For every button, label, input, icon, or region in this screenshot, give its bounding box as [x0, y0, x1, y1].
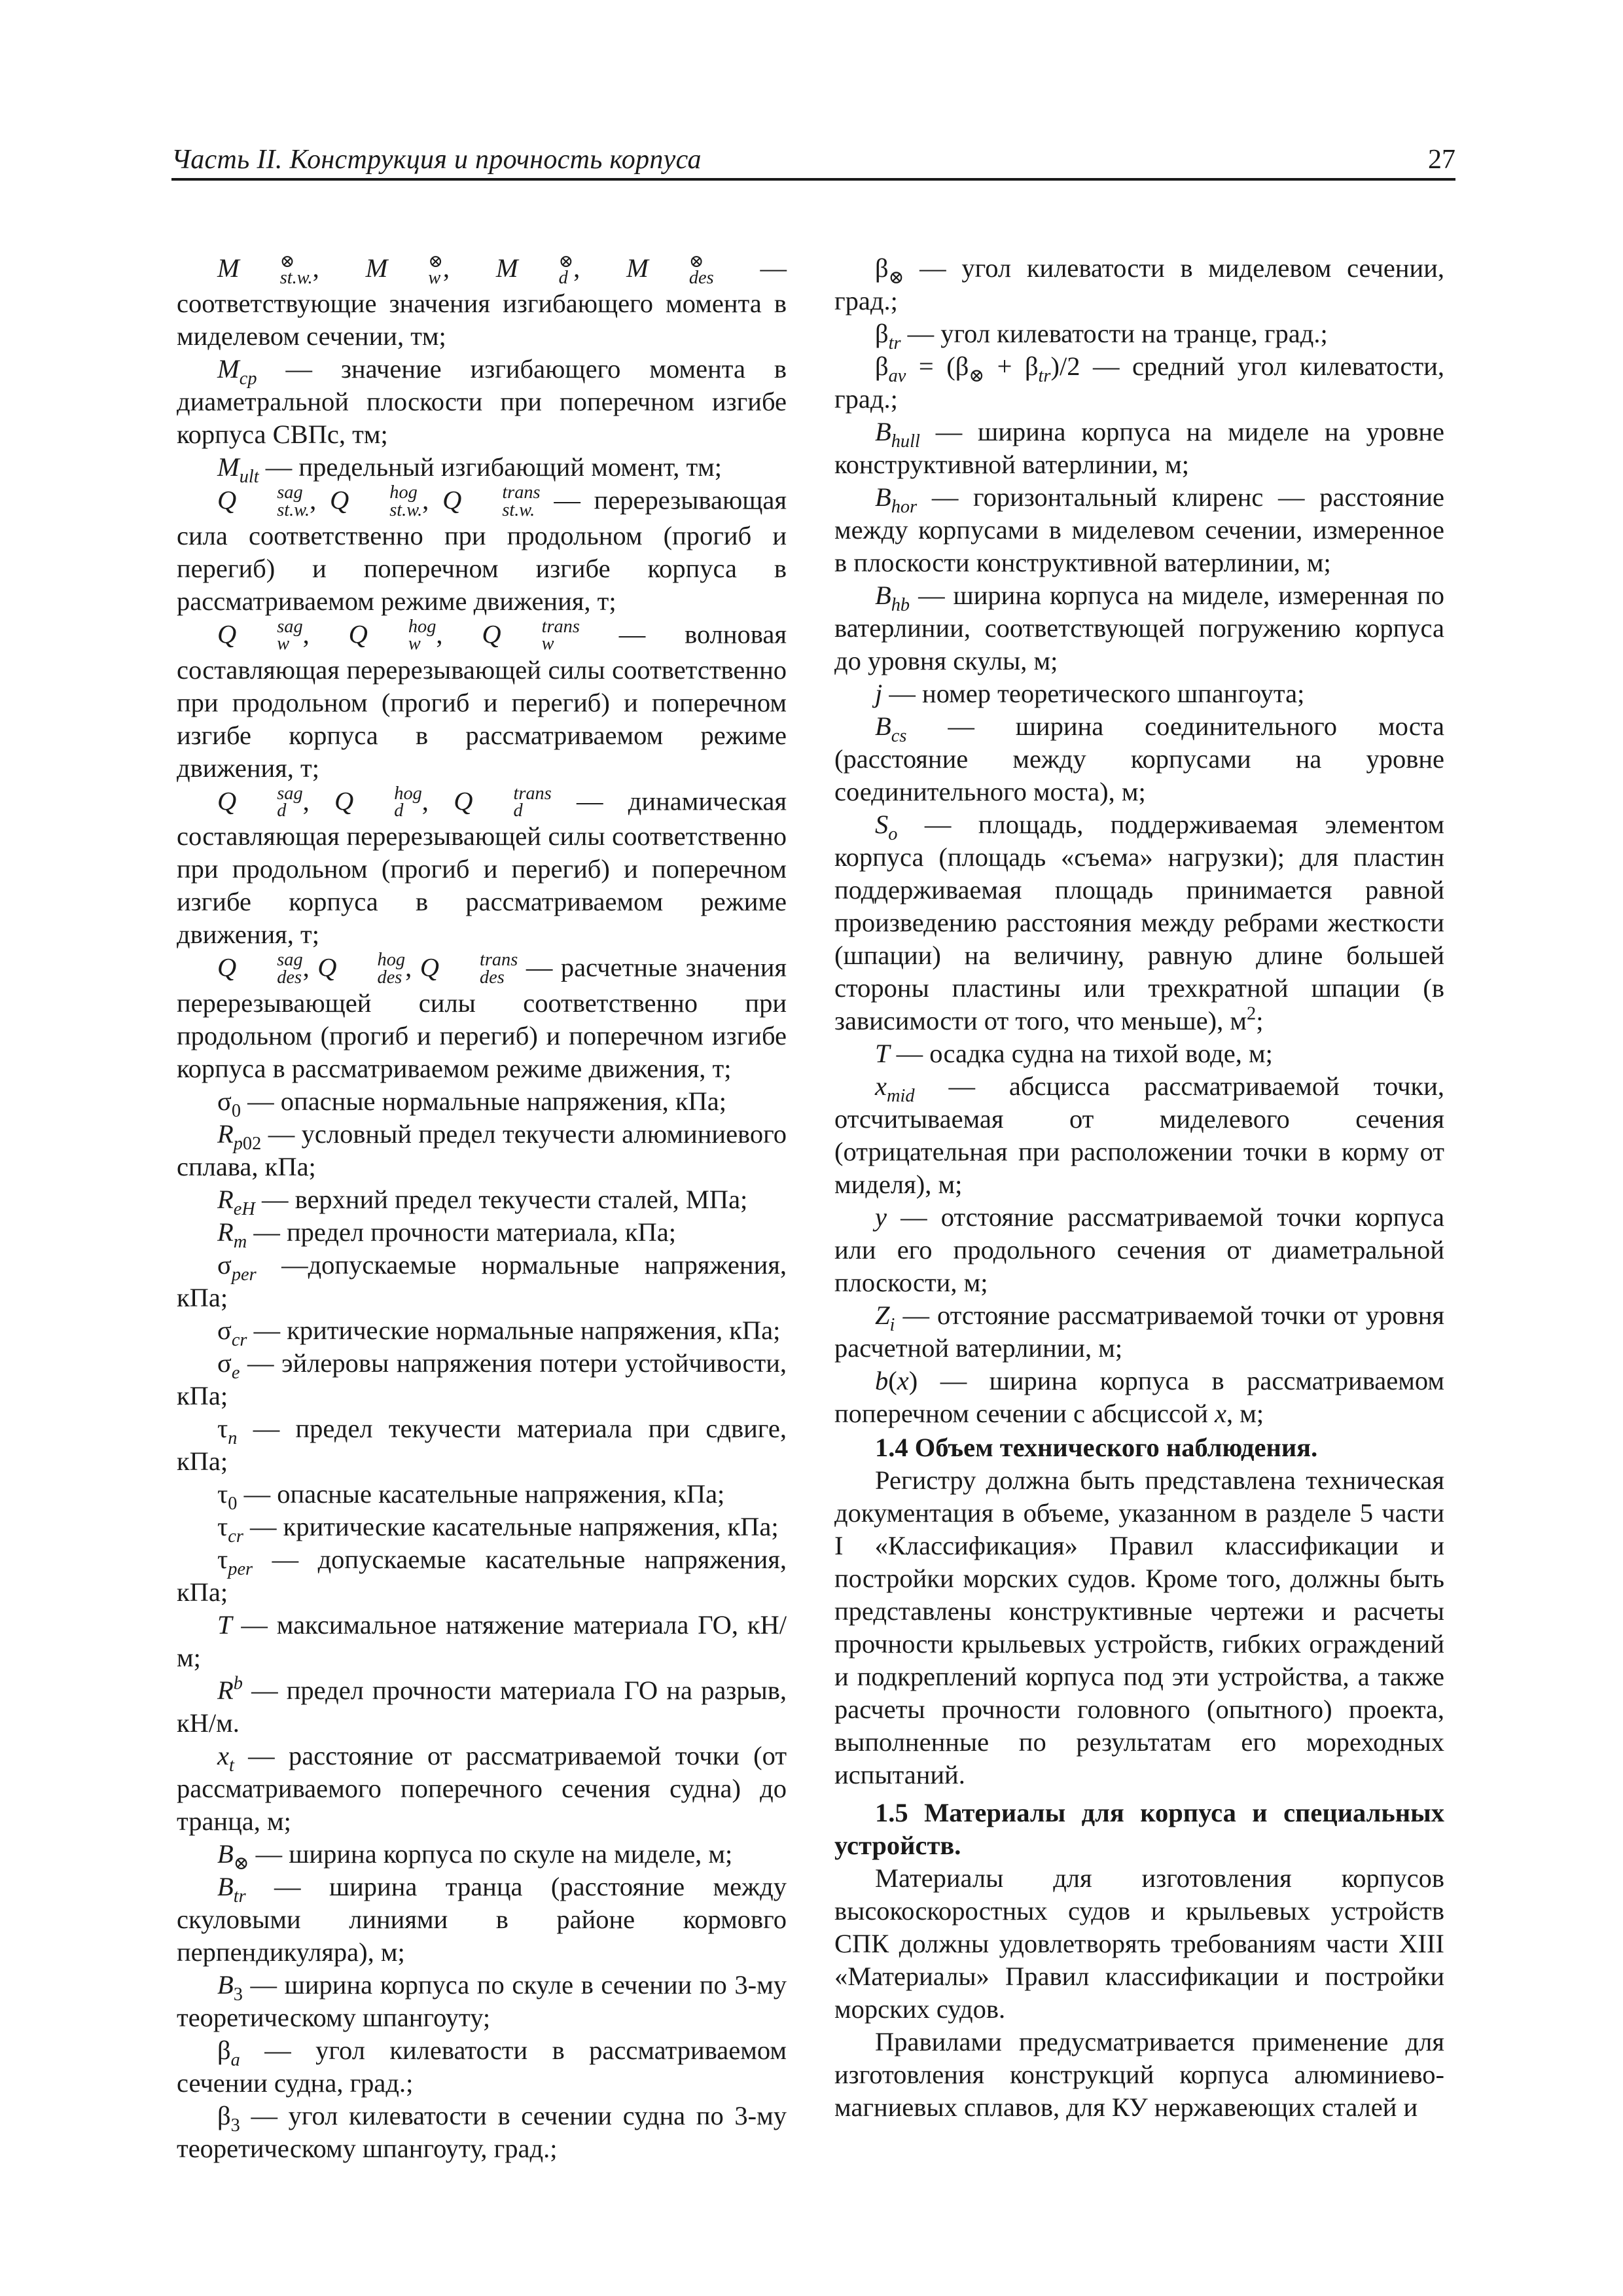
page-number: 27 [1428, 145, 1455, 175]
definition-x-mid: $x_{mid}$ — абсцисса рассматриваемой точки, отсчитываемая от миделевого сечения (отрицательная при расположении точки в корму от миделя), м; [834, 1071, 1444, 1199]
definition-t-tension: T — максимальное натяжение материала ГО, кН/м; [177, 1610, 787, 1673]
definition-b3: $B_3$ — ширина корпуса по скуле в сечении по 3-му теоретическому шпангоуту; [177, 1970, 787, 2033]
definition-zi: $Z_i$ — отстояние рассматриваемой точки от уровня расчетной ватерлинии, м; [834, 1300, 1444, 1363]
section-heading-1-5: 1.5 Материалы для корпуса и специальных устройств. [834, 1798, 1444, 1860]
definition-tau-cr: $\tau_{cr}$ — критические касательные напряжения, кПа; [217, 1512, 779, 1547]
definition-mcp: $M_{cp}$ — значение изгибающего момента в диаметральной плоскости при поперечном изгибе корпуса СВПс, тм; [177, 354, 787, 450]
definition-tau-n: $\tau_n$ — предел текучести материала при сдвиге, кПа; [177, 1414, 787, 1477]
definition-q-des: Q sag des , Q hog des , Q trans des — расчетные значения перерезывающей силы соответственно при продольном (прогиб и перегиб) и поперечном изгибе корпуса в рассматриваемом режиме движения, т; [177, 950, 787, 1084]
definition-beta-av: $\beta_{av} = (\beta_\otimes + \beta_{tr})/2$ — средний угол килеватости, град.; [834, 351, 1444, 414]
definition-rp02: $R_{p02}$ — условный предел текучести алюминиевого сплава, кПа; [177, 1119, 787, 1182]
definition-t-draft: T — осадка судна на тихой воде, м; [875, 1039, 1273, 1068]
definition-tau-per: $\tau_{per}$ — допускаемые касательные напряжения, кПа; [177, 1545, 787, 1607]
definition-sigma-e: $\sigma_e$ — эйлеровы напряжения потери устойчивости, кПа; [177, 1348, 787, 1411]
definition-rm: $R_m$ — предел прочности материала, кПа; [217, 1217, 676, 1252]
definition-b-hor: $B_{hor}$ — горизонтальный клиренс — расстояние между корпусами в миделевом сечении, измеренное в плоскости конструктивной ватерлинии, м; [834, 482, 1444, 577]
section-1-5-text-1: Материалы для изготовления корпусов высокоскоростных судов и крыльевых устройств СПК должны удовлетворять требованиям части XIII «Материалы» Правил классификации и постройки морских судов. [834, 1863, 1444, 2024]
running-title: Часть II. Конструкция и прочность корпуса [171, 145, 702, 175]
definition-tau0: $\tau_0$ — опасные касательные напряжения, кПа; [217, 1479, 725, 1514]
definition-j: j — номер теоретического шпангоута; [875, 679, 1305, 708]
definition-b-tr: $B_{tr}$ — ширина транца (расстояние между скуловыми линиями в районе кормовго перпендикуляра), м; [177, 1872, 787, 1967]
definition-q-d: Q sag d , Q hog d , Q trans d — динамическая составляющая перерезывающей силы соответственно при продольном (прогиб и перегиб) и поперечном изгибе корпуса в рассматриваемом режиме движения, т; [177, 783, 787, 950]
section-heading-1-4: 1.4 Объем технического наблюдения. [875, 1433, 1318, 1462]
definition-reh: $R_{eH}$ — верхний предел текучести сталей, МПа; [217, 1185, 748, 1219]
definition-y: y — отстояние рассматриваемой точки корпуса или его продольного сечения от диаметральной плоскости, м; [834, 1202, 1444, 1297]
section-1-4-text: Регистру должна быть представлена техническая документация в объеме, указанном в разделе 5 части I «Классификация» Правил классификации и постройки морских судов. Кроме того, должны быть представлены конструктивные чертежи и расчеты прочности крыльевых устройств, гибких ограждений и подкреплений корпуса под эти устройства, а также расчеты прочности головного (опытного) проекта, выполненные по результатам его мореходных испытаний. [834, 1465, 1444, 1789]
running-header [171, 140, 1455, 181]
section-1-5-text-2: Правилами предусматривается применение для изготовления конструкций корпуса алюминиево-магниевых сплавов, для КУ нержавеющих сталей и [834, 2027, 1444, 2122]
definition-q-stw: Q sag st.w. , Q hog st.w. , Q trans st.w. — перерезывающая сила соответственно при продольном (прогиб и перегиб) и поперечном изгибе корпуса в рассматриваемом режиме движения, т; [177, 482, 787, 616]
definition-mult: $M_{ult}$ — предельный изгибающий момент, тм; [217, 452, 722, 488]
definition-so: $S_o$ — площадь, поддерживаемая элементом корпуса (площадь «съема» нагрузки); для пластин поддерживаемая площадь принимается равной произведению расстояния между ребрами жесткости (шпации) на величину, равную длине большей стороны пластины или трехкратной шпации (в зависимости от того, что меньше), $м^2$; [834, 810, 1445, 1035]
definition-bx: b(x) — ширина корпуса в рассматриваемом поперечном сечении с абсциссой x, м; [834, 1366, 1444, 1428]
definition-beta-tr: $\beta_{tr}$ — угол килеватости на транце, град.; [875, 319, 1328, 353]
definition-moments: M ⊗ st.w. , M ⊗ w , M ⊗ d , M ⊗ des — соответствующие значения изгибающего момента в миделевом сечении, тм; [177, 251, 787, 351]
definition-sigma0: $\sigma_0$ — опасные нормальные напряжения, кПа; [217, 1086, 727, 1121]
definition-beta-a: $\beta_a$ — угол килеватости в рассматриваемом сечении судна, град.; [177, 2036, 787, 2098]
right-column [834, 252, 1444, 2124]
definition-q-w: Q sag w , Q hog w , Q trans w — волновая составляющая перерезывающей силы соответственно при продольном (прогиб и перегиб) и поперечном изгибе корпуса в рассматриваемом режиме движения, т; [177, 616, 787, 783]
definition-beta-otimes: $\beta_\otimes$ — угол килеватости в миделевом сечении, град.; [834, 253, 1445, 315]
definition-beta3: $\beta_3$ — угол килеватости в сечении судна по 3-му теоретическому шпангоуту, град.; [177, 2101, 787, 2164]
definition-b-hb: $B_{hb}$ — ширина корпуса на миделе, измеренная по ватерлинии, соответствующей погружению корпуса до уровня скулы, м; [834, 581, 1445, 675]
definition-rb: $R^b$ — предел прочности материала ГО на разрыв, кН/м. [177, 1673, 787, 1738]
definition-sigma-per: $\sigma_{per}$ —допускаемые нормальные напряжения, кПа; [177, 1250, 787, 1313]
definition-b-cs: $B_{cs}$ — ширина соединительного моста (расстояние между корпусами на уровне соединительного моста), м; [834, 711, 1445, 806]
definition-sigma-cr: $\sigma_{cr}$ — критические нормальные напряжения, кПа; [217, 1316, 781, 1350]
definition-b-hull: $B_{hull}$ — ширина корпуса на миделе на уровне конструктивной ватерлинии, м; [834, 417, 1444, 479]
definition-b-otimes: $B_\otimes$ — ширина корпуса по скуле на миделе, м; [217, 1839, 733, 1874]
left-column [177, 252, 787, 2165]
definition-xt: $x_t$ — расстояние от рассматриваемой точки (от рассматриваемого поперечного сечения судна) до транца, м; [177, 1741, 787, 1837]
